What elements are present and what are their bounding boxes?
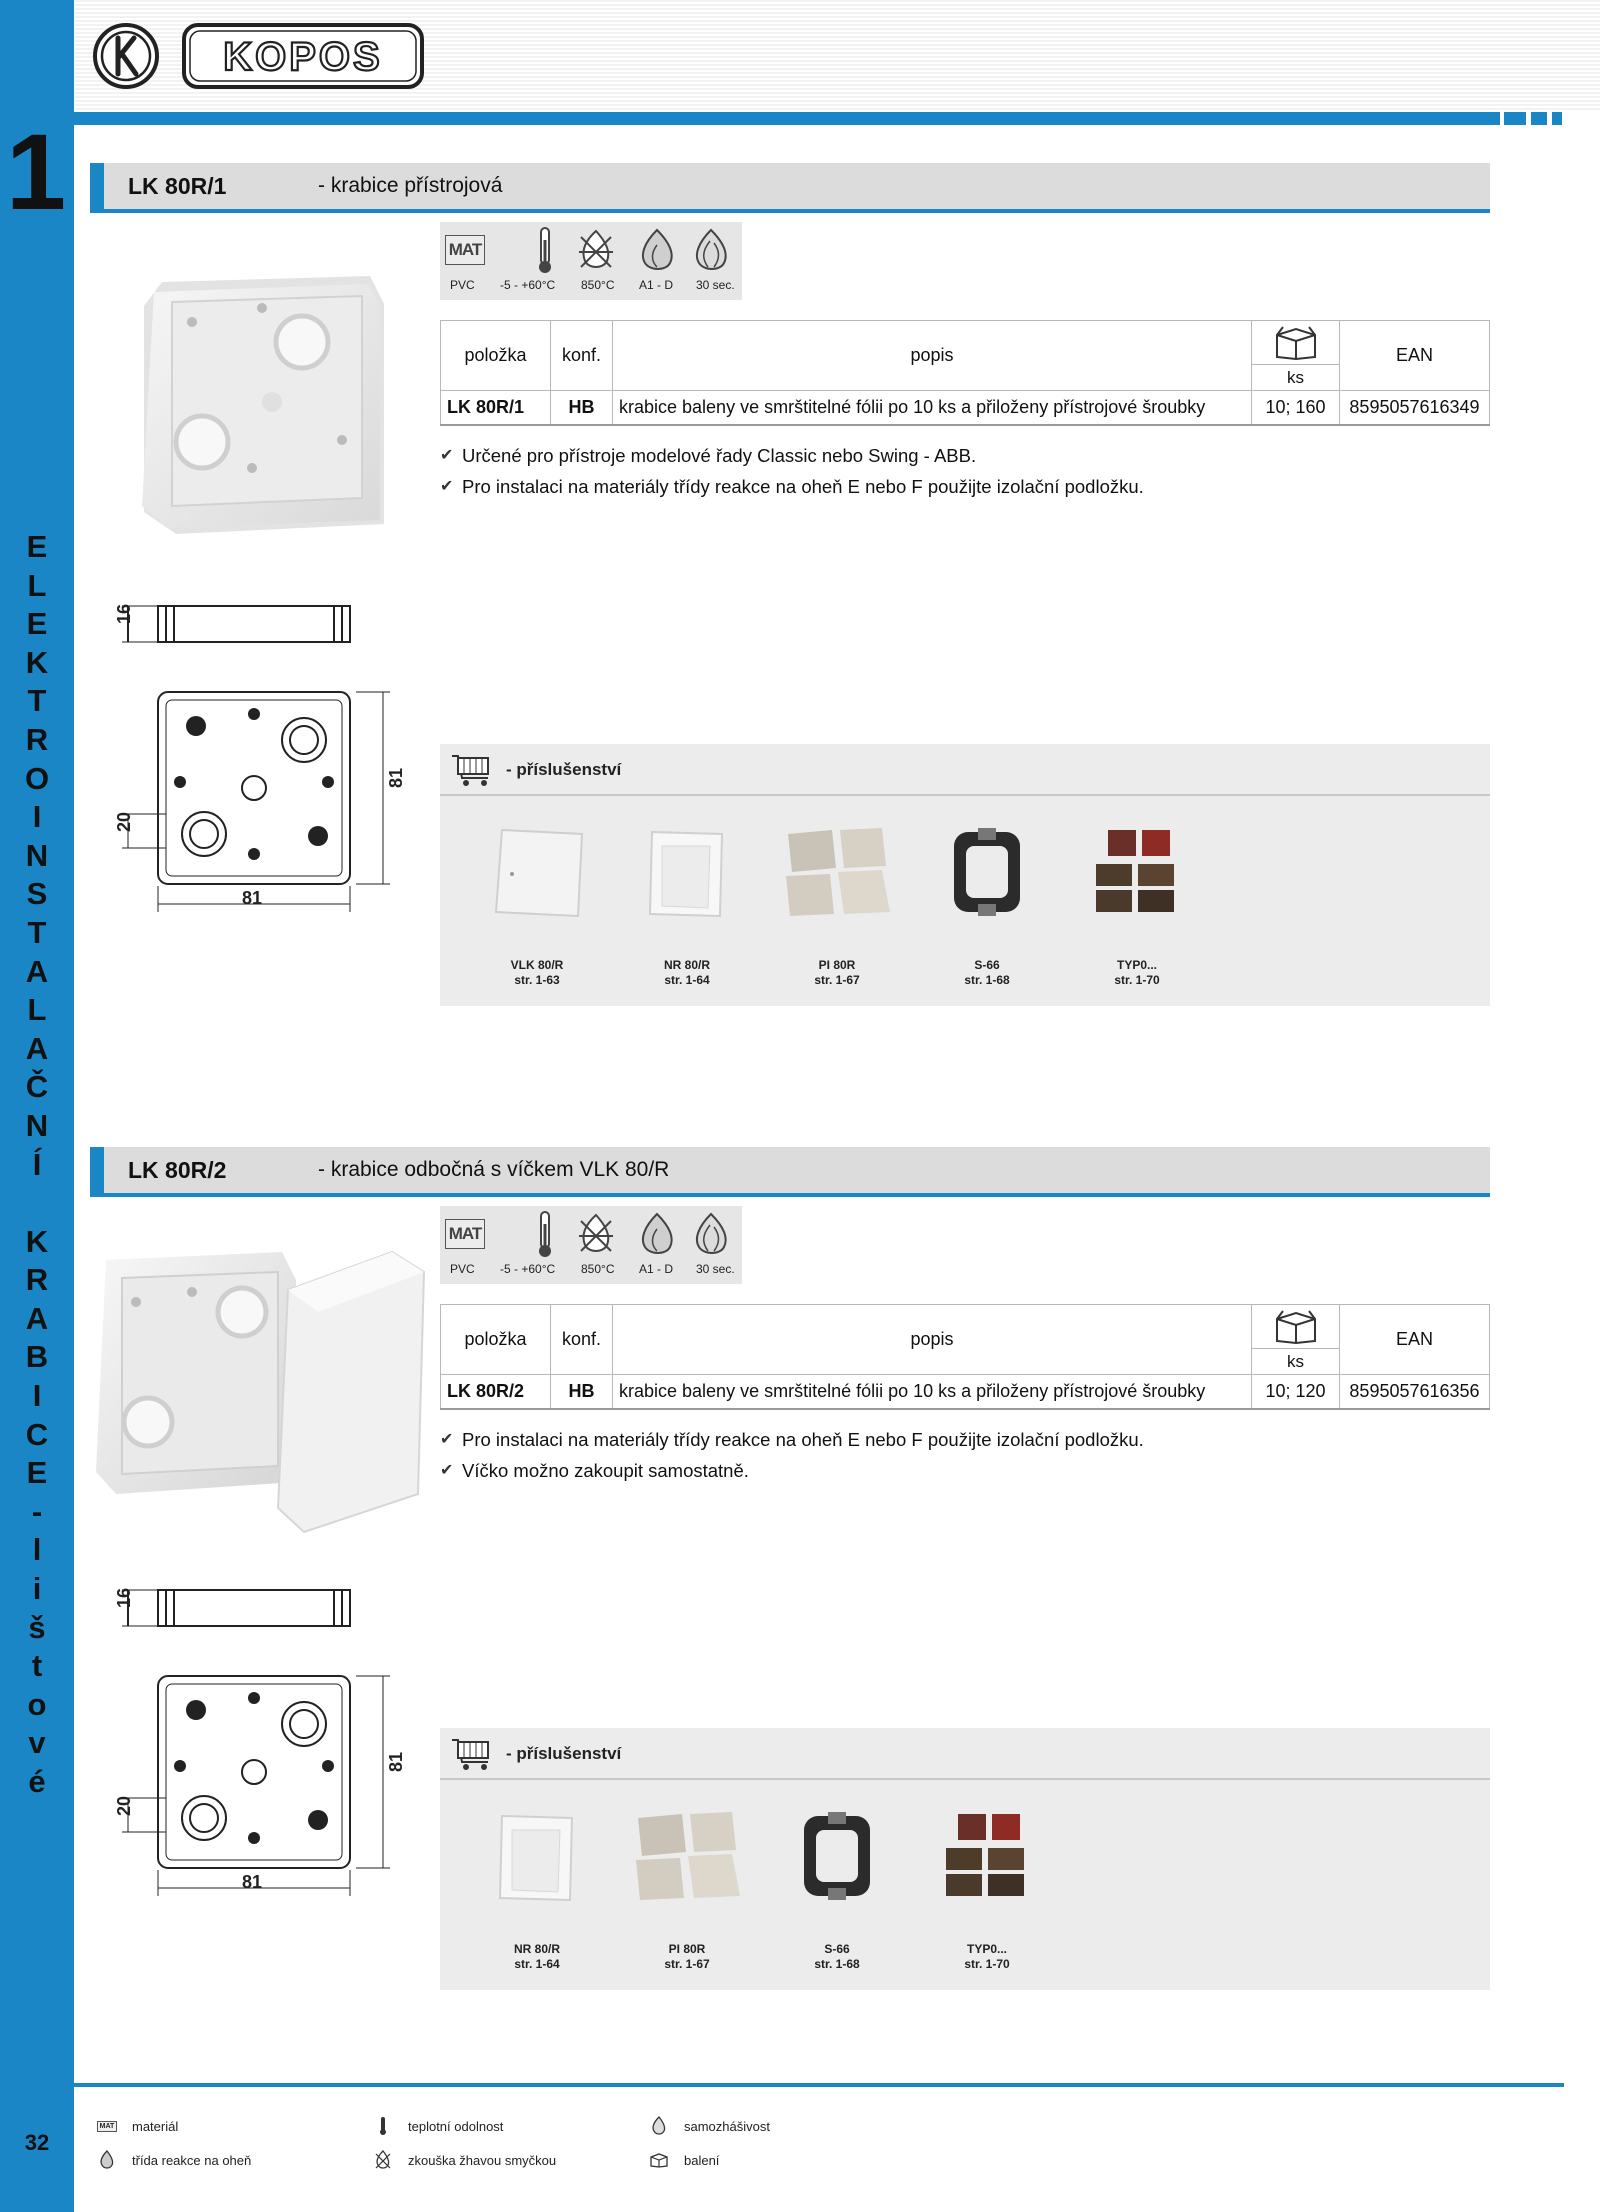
chapter-number: 1 xyxy=(6,111,67,232)
insulating-pads-icon xyxy=(632,1808,742,1904)
col-ean: EAN xyxy=(1340,321,1490,391)
fire-class-icon xyxy=(94,2150,120,2170)
box-icon xyxy=(646,2150,672,2170)
insulating-pads-icon xyxy=(782,824,892,920)
col-packing: ks xyxy=(1252,1305,1340,1375)
svg-text:20: 20 xyxy=(114,811,134,832)
footer-rule xyxy=(74,2083,1564,2087)
svg-text:16: 16 xyxy=(114,1587,134,1608)
accessories-title: - příslušenství xyxy=(506,760,622,779)
glow-wire-icon xyxy=(575,226,617,274)
product-code: LK 80R/1 xyxy=(128,173,227,199)
svg-text:20: 20 xyxy=(114,1795,134,1816)
frame-icon xyxy=(482,1808,592,1904)
thermometer-icon xyxy=(524,226,566,274)
fire-class-label: A1 - D xyxy=(639,1262,674,1276)
rail-letter: A xyxy=(25,1300,49,1336)
material-icon: MAT xyxy=(444,226,486,274)
rail-letter: i xyxy=(32,1571,42,1607)
rail-letter: o xyxy=(27,1686,47,1722)
notes-list xyxy=(440,1424,1144,1486)
rail-letter: R xyxy=(25,721,49,757)
thermometer-icon xyxy=(370,2116,396,2136)
notes-list xyxy=(440,440,1144,502)
kopos-logo xyxy=(90,20,430,92)
material-icon: MAT xyxy=(444,1210,486,1258)
rail-letter: E xyxy=(26,606,48,642)
glow-wire-icon xyxy=(370,2150,396,2170)
note-item: ✔ Určené pro přístroje modelové řady Classic nebo Swing - ABB. xyxy=(440,440,1144,471)
accessory-item[interactable]: NR 80/R str. 1-64 xyxy=(462,1808,612,1972)
glow-wire-label: 850°C xyxy=(581,278,615,292)
rail-letter: I xyxy=(32,799,42,835)
rail-letter: Í xyxy=(32,1146,42,1182)
rail-letter: S xyxy=(26,876,48,912)
note-item: ✔ Víčko možno zakoupit samostatně. xyxy=(440,1455,1144,1486)
legend-item: teplotní odolnost xyxy=(370,2116,503,2136)
terminal-blocks-icon xyxy=(1082,824,1192,920)
svg-text:81: 81 xyxy=(242,1872,263,1892)
technical-drawing xyxy=(108,586,408,931)
accessory-item[interactable]: TYP0... str. 1-70 xyxy=(912,1808,1062,1972)
rail-letter: E xyxy=(26,529,48,564)
legend-item: samozhášivost xyxy=(646,2116,770,2136)
rail-letter: K xyxy=(25,1223,49,1259)
spec-table xyxy=(440,1304,1490,1410)
material-label: PVC xyxy=(450,278,475,292)
rail-letter: - xyxy=(31,1493,43,1529)
accessory-item[interactable]: VLK 80/R str. 1-63 xyxy=(462,824,612,988)
product-photo xyxy=(92,1232,432,1557)
material-icon: MAT xyxy=(94,2116,120,2136)
self-extinguishing-icon xyxy=(690,226,732,274)
thermometer-icon xyxy=(524,1210,566,1258)
cart-icon xyxy=(450,750,496,793)
property-icons xyxy=(440,1206,742,1284)
rail-letter: l xyxy=(32,1532,42,1568)
rail-letter: v xyxy=(28,1725,46,1761)
mounting-frame-icon xyxy=(782,1808,892,1904)
fire-class-icon xyxy=(636,226,678,274)
frame-icon xyxy=(632,824,742,920)
rail-letter: K xyxy=(25,644,49,680)
section-bar xyxy=(90,1147,1490,1197)
technical-drawing xyxy=(108,1570,408,1915)
rail-letter: t xyxy=(31,1648,43,1684)
rail-letter: E xyxy=(26,1455,48,1491)
product-code: LK 80R/2 xyxy=(128,1157,227,1183)
self-extinguishing-label: 30 sec. xyxy=(696,278,735,292)
spec-table xyxy=(440,320,1490,426)
col-description: popis xyxy=(613,321,1252,391)
page-number: 32 xyxy=(24,2130,50,2155)
legend-item: třída reakce na oheň xyxy=(94,2150,251,2170)
rail-letter: C xyxy=(25,1416,49,1452)
accessory-item[interactable]: NR 80/R str. 1-64 xyxy=(612,824,762,988)
material-label: PVC xyxy=(450,1262,475,1276)
terminal-blocks-icon xyxy=(932,1808,1042,1904)
rail-letter: T xyxy=(27,683,47,719)
chapter-title-vertical xyxy=(0,528,74,1802)
product-photo xyxy=(132,262,392,557)
col-description: popis xyxy=(613,1305,1252,1375)
col-item: položka xyxy=(441,1305,551,1375)
rail-letter: R xyxy=(25,1262,49,1298)
legend-item: MAT materiál xyxy=(94,2116,178,2136)
rail-letter xyxy=(0,1184,74,1223)
rail-letter: Č xyxy=(25,1069,49,1105)
svg-text:81: 81 xyxy=(386,767,406,788)
cover-lid-icon xyxy=(482,824,592,920)
svg-text:81: 81 xyxy=(386,1751,406,1772)
accessory-item[interactable]: S-66 str. 1-68 xyxy=(912,824,1062,988)
property-icons xyxy=(440,222,742,300)
rail-letter: N xyxy=(25,1107,49,1143)
col-config: konf. xyxy=(551,1305,613,1375)
accessories-title: - příslušenství xyxy=(506,1744,622,1763)
accessories-panel xyxy=(440,744,1490,1006)
box-icon xyxy=(1252,1305,1339,1349)
accessory-item[interactable]: PI 80R str. 1-67 xyxy=(612,1808,762,1972)
rail-letter: é xyxy=(28,1764,46,1799)
table-row: LK 80R/2 HB krabice baleny ve smrštitelné fólii po 10 ks a přiloženy přístrojové šroubky 10; 120 8595057616356 xyxy=(441,1375,1490,1409)
accessory-item[interactable]: PI 80R str. 1-67 xyxy=(762,824,912,988)
col-item: položka xyxy=(441,321,551,391)
rail-letter: T xyxy=(27,914,47,950)
rail-letter: O xyxy=(24,760,50,796)
temperature-label: -5 - +60°C xyxy=(500,1262,556,1276)
accessory-item[interactable]: TYP0... str. 1-70 xyxy=(1062,824,1212,988)
header-rule xyxy=(74,112,1564,125)
rail-letter: I xyxy=(32,1378,42,1414)
fire-class-icon xyxy=(636,1210,678,1258)
rail-letter: N xyxy=(25,837,49,873)
rail-letter: A xyxy=(25,1030,49,1066)
self-extinguishing-icon xyxy=(690,1210,732,1258)
legend-item: balení xyxy=(646,2150,719,2170)
fire-class-label: A1 - D xyxy=(639,278,674,292)
temperature-label: -5 - +60°C xyxy=(500,278,556,292)
rail-letter: L xyxy=(27,992,47,1028)
rail-letter: B xyxy=(25,1339,49,1375)
rail-letter: A xyxy=(25,953,49,989)
cart-icon xyxy=(450,1734,496,1777)
self-extinguishing-icon xyxy=(646,2116,672,2136)
note-item: ✔ Pro instalaci na materiály třídy reakce na oheň E nebo F použijte izolační podložku. xyxy=(440,471,1144,502)
product-title: - krabice odbočná s víčkem VLK 80/R xyxy=(318,1158,670,1181)
col-ean: EAN xyxy=(1340,1305,1490,1375)
glow-wire-icon xyxy=(575,1210,617,1258)
rail-letter: š xyxy=(28,1609,46,1645)
box-icon xyxy=(1252,321,1339,365)
glow-wire-label: 850°C xyxy=(581,1262,615,1276)
svg-text:81: 81 xyxy=(242,888,263,908)
table-row: LK 80R/1 HB krabice baleny ve smrštitelné fólii po 10 ks a přiloženy přístrojové šroubky 10; 160 8595057616349 xyxy=(441,391,1490,425)
section-bar xyxy=(90,163,1490,213)
rail-letter: L xyxy=(27,567,47,603)
accessory-item[interactable]: S-66 str. 1-68 xyxy=(762,1808,912,1972)
logo-text: KOPOS xyxy=(223,35,383,79)
col-packing: ks xyxy=(1252,321,1340,391)
product-title: - krabice přístrojová xyxy=(318,174,503,197)
note-item: ✔ Pro instalaci na materiály třídy reakce na oheň E nebo F použijte izolační podložku. xyxy=(440,1424,1144,1455)
self-extinguishing-label: 30 sec. xyxy=(696,1262,735,1276)
legend-item: zkouška žhavou smyčkou xyxy=(370,2150,556,2170)
mounting-frame-icon xyxy=(932,824,1042,920)
col-config: konf. xyxy=(551,321,613,391)
svg-text:16: 16 xyxy=(114,603,134,624)
accessories-panel xyxy=(440,1728,1490,1990)
